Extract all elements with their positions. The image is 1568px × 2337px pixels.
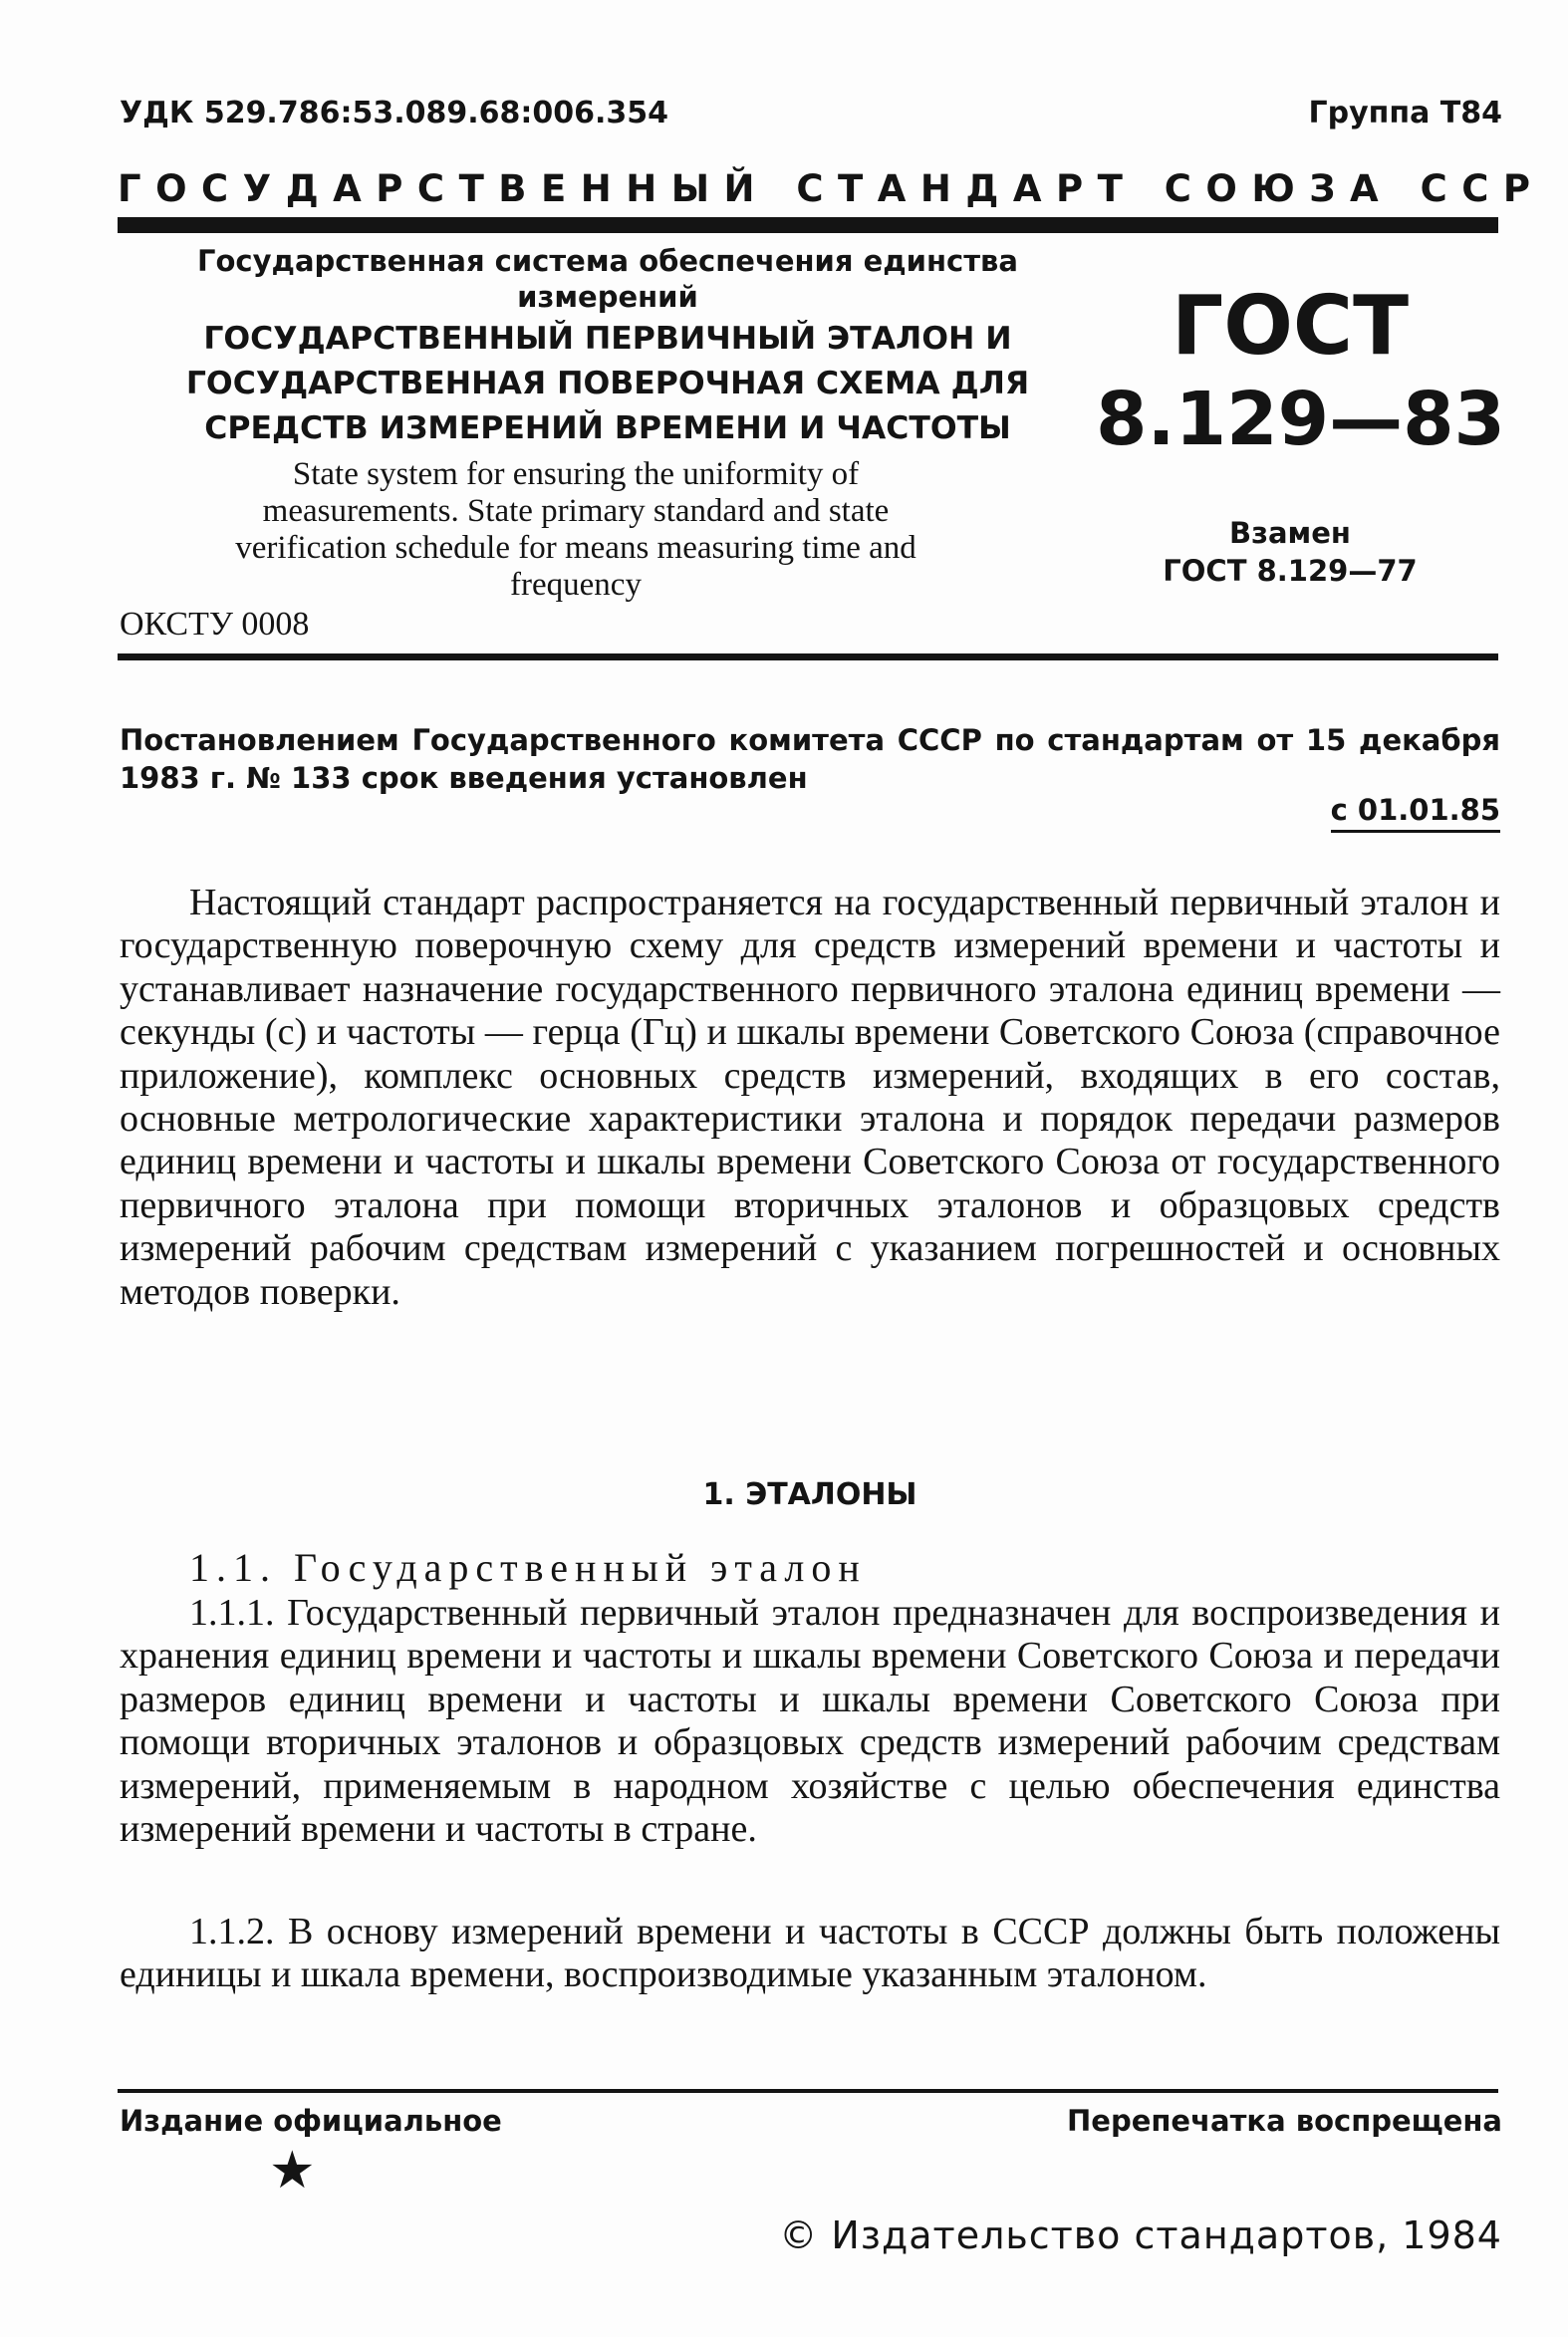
standard-title-line: ГОСУДАРСТВЕННАЯ ПОВЕРОЧНАЯ СХЕМА ДЛЯ xyxy=(185,366,1030,401)
gost-label: ГОСТ xyxy=(1171,279,1410,374)
star-icon: ★ xyxy=(269,2143,316,2200)
effective-date: с 01.01.85 xyxy=(1331,793,1500,833)
udk-code: УДК 529.786:53.089.68:006.354 xyxy=(120,96,669,130)
english-title-line: frequency xyxy=(510,567,642,603)
union-standard-title: ГОСУДАРСТВЕННЫЙ СТАНДАРТ СОЮЗА ССР xyxy=(118,167,1545,210)
replaces-label: Взамен xyxy=(1229,516,1351,550)
replaces-value: ГОСТ 8.129—77 xyxy=(1163,554,1418,588)
reprint-notice: Перепечатка воспрещена xyxy=(1067,2104,1502,2138)
clause-text: 1.1.2. В основу измерений времени и частоты в СССР должны быть положены единицы и шкала времени, воспроизводимые указанным эталоном. xyxy=(120,1911,1500,1996)
english-title xyxy=(118,456,1034,604)
system-name xyxy=(194,243,1021,315)
group-code: Группа Т84 xyxy=(1308,96,1502,130)
gost-number: 8.129—83 xyxy=(1096,377,1506,462)
standard-title-line: СРЕДСТВ ИЗМЕРЕНИЙ ВРЕМЕНИ И ЧАСТОТЫ xyxy=(204,410,1011,446)
intro-paragraph xyxy=(120,882,1500,1314)
system-name-line: измерений xyxy=(517,280,698,314)
english-title-line: State system for ensuring the uniformity of xyxy=(292,456,860,492)
english-title-line: verification schedule for means measuring time and xyxy=(235,530,916,566)
footer-rule xyxy=(118,2089,1498,2093)
standard-title xyxy=(184,317,1031,451)
standard-title-line: ГОСУДАРСТВЕННЫЙ ПЕРВИЧНЫЙ ЭТАЛОН И xyxy=(203,321,1012,357)
copyright-notice: © Издательство стандартов, 1984 xyxy=(779,2213,1502,2257)
system-name-line: Государственная система обеспечения единства xyxy=(197,244,1018,278)
title-rule xyxy=(118,653,1498,660)
subsection-title: 1.1. Государственный эталон xyxy=(189,1545,867,1590)
english-title-line: measurements. State primary standard and state xyxy=(262,493,890,529)
header-rule xyxy=(118,217,1498,233)
intro-text: Настоящий стандарт распространяется на государственный первичный эталон и государственную поверочную схему для средств измерений времени и частоты и устанавливает назначение государственного первичного эталона единиц времени — секунды (с) и частоты — герца (Гц) и шкалы времени Советского Союза (справочное приложение), комплекс основных средств измерений, входящих в его состав, основные метрологические характеристики эталона и порядок передачи размеров единиц времени и частоты и шкалы времени Советского Союза от государственного первичного эталона при помощи вторичных эталонов и образцовых средств измерений рабочим средствам измерений с указанием погрешностей и основных методов поверки. xyxy=(120,882,1500,1313)
edition-label: Издание официальное xyxy=(120,2104,502,2138)
decree-text: Постановлением Государственного комитета СССР по стандартам от 15 декабря 1983 г. № 133 срок введения установлен xyxy=(120,723,1500,795)
okstu-code: ОКСТУ 0008 xyxy=(120,606,310,643)
section-title: 1. ЭТАЛОНЫ xyxy=(702,1477,917,1512)
clause-1-1-1 xyxy=(120,1592,1500,1851)
clause-1-1-2 xyxy=(120,1911,1500,1997)
clause-text: 1.1.1. Государственный первичный эталон предназначен для воспроизведения и хранения единиц времени и частоты и шкалы времени Советского Союза и передачи размеров единиц времени и частоты и шкалы времени Советского Союза при помощи вторичных эталонов и образцовых средств измерений рабочим средствам измерений, применяемым в народном хозяйстве с целью обеспечения единства измерений времени и частоты в стране. xyxy=(120,1592,1500,1851)
